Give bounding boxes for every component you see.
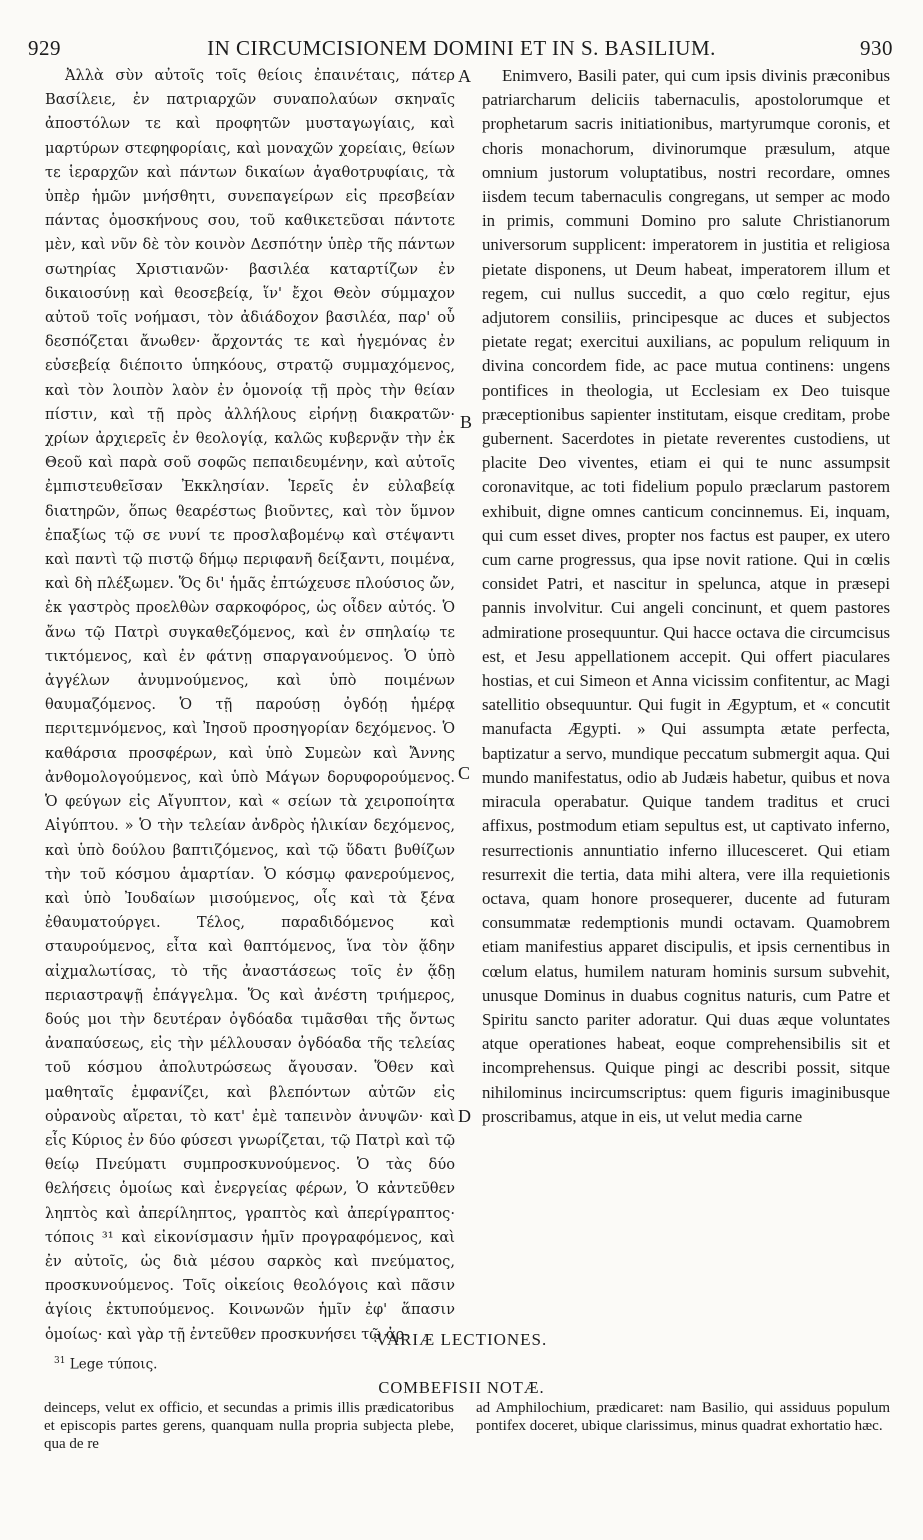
section-marker-d: D [458,1106,471,1126]
page-number-right: 930 [860,36,893,60]
section-marker-c: C [458,763,471,783]
latin-column [482,64,890,1326]
running-title: IN CIRCUMCISIONEM DOMINI ET IN S. BASILIUM. [207,36,716,60]
section-marker-a: A [458,66,471,86]
latin-text: Enimvero, Basili pater, qui cum ipsis divinis præconibus patriarcharum deliciis tabernaculis, apostolorumque et prophetarum sacris initiationibus, martyrumque coronis, et choris monachorum, divinorumque præsulum, atque omnium justorum voluptatibus, nostri recordare, omnes iisdem tecum tabernaculis congregans, ut semper ac modo in primis, communi Domino pro salute Christianorum universorum supplicent: imperatorem in justitia et religiosa pietate disponens, ut Deum habeat, imperatorem illum et regem, cui nullus succedit, a quo cœlo regitur, ejus adjutorem consiliis, principesque ac duces et subjectos pietate regat; exercitui auxilians, ac populum reliquum in divina concordem fide, ac pace mutua continens: ungens pontifices in theologia, ut Ecclesiam ex Deo tuisque præceptionibus sapienter institutam, eisque creditam, probe gubernent. Sacerdotes in pietate reverentes custodiens, ut placite Deo viventes, etiam ei qui te nunc assumpsit coronavitque, ac toti fidelium populo præclarum pastorem exhibuit, digne omnes canticum concinnemus. Ei, inquam, qui cum esset dives, propter nos factus est pauper, ex utero cum carne progressus, qua ipse novit ratione. Qui in cœlis considet Patri, et nascitur in spelunca, atque in præsepi pannis involvitur. Cui angeli concinunt, et quem pastores admiratione prosequuntur. Qui hacce octava die circumcisus est, et Jesu appellationem accepit. Qui offert piaculares hostias, et cui Simeon et Anna vicissim confitentur, ac Magi satellitio obsequuntur. Qui fugit in Ægyptum, et « concutit manufacta Ægypti. » Qui assumpta ætate perfecta, baptizatur a servo, mundique peccatum submergit aqua. Qui mundo manifestatus, odio ab Judæis habetur, quibus et nova miracula operabatur. Quique tandem traditus et cruci affixus, postmodum etiam sepultus est, ut captivato inferno, resurrectionis annuntiatio inferno illucesceret. Qui etiam resurrexit die tertia, data mihi altera, vere illa requietionis octava, quam honore prosequerer, ducente ad futuram consummatæ redemptionis mundi octavam. Quamobrem etiam manifestius apparet discipulis, et ipsis cernentibus in cœlum elatus, humilem naturam hominis sursum subvehit, unusque Dominus in duabus cognitus naturis, cum Patre et Spiritu sancto pariter adoratur. Qui duas æque voluntates atque operationes habeat, eoque comprehensibilis sit et incomprehensus. Quique pingi ac describi possit, sitque nihilominus incircumscriptus: quem figuris imaginibusque proscribamus, atque in eis, ut velut media carne [482,66,890,1126]
greek-text: Ἀλλὰ σὺν αὐτοῖς τοῖς θείοις ἐπαινέταις, πάτερ Βασίλειε, ἐν πατριαρχῶν συναπολαύων σκηναῖς ἀποστόλων τε καὶ προφητῶν μυσταγωγίαις, καὶ μαρτύρων στεφηφορίαις, καὶ μοναχῶν χορείαις, θείων τε ἱεραρχῶν καὶ πάντων δικαίων ἀγαθοτρυφίαις, τὰ ὑπὲρ ἡμῶν μνήσθητι, συνεπαγείρων εἰς πρεσβείαν πάντας ὁμοσκήνους σου, τοῦ καθικετεῦσαι πάντοτε μὲν, καὶ νῦν δὲ τὸν κοινὸν Δεσπότην ὑπὲρ τῆς πάντων σωτηρίας Χριστιανῶν· βασιλέα καταρτίζων ἐν δικαιοσύνῃ καὶ θεοσεβείᾳ, ἵν' ἔχοι Θεὸν σύμμαχον αὐτοῦ τοῖς νοήμασι, τὸν ἀδιάδοχον βασιλέα, παρ' οὗ δεσπόζεται ἄνωθεν· ἄρχοντάς τε καὶ ἡγεμόνας ἐν εὐσεβείᾳ διέποιτο ὑπηκόους, στρατῷ συμμαχόμενος, καὶ τὸν λοιπὸν λαὸν ἐν ὁμονοίᾳ τῇ πρὸς τὴν θείαν πίστιν, καὶ τῇ πρὸς ἀλλήλους εἰρήνῃ διακρατῶν· χρίων ἀρχιερεῖς ἐν θεολογίᾳ, καλῶς κυβερνᾷν τὴν ἐκ Θεοῦ καὶ παρὰ σοῦ σοφῶς πεπαιδευμένην, καὶ αὐτοῖς ἐμπιστευθεῖσαν Ἐκκλησίαν. Ἱερεῖς ἐν εὐλαβείᾳ διατηρῶν, ὅπως θεαρέστως βιοῦντες, καὶ τὸν ὕμνον ἐπαξίως τῷ σε νυνί τε προσλαβομένῳ καὶ στέψαντι καὶ παντὶ τῷ πιστῷ δήμῳ περιφανῆ δείξαντι, ποιμένα, καὶ δὴ πλέξωμεν. Ὅς δι' ἡμᾶς ἐπτώχευσε πλούσιος ὤν, ἐκ γαστρὸς προελθὼν σαρκοφόρος, ὡς οἶδεν αὐτός. Ὁ ἄνω τῷ Πατρὶ συγκαθεζόμενος, καὶ ἐν σπηλαίῳ τε τικτόμενος, καὶ ἐν φάτνῃ σπαργανούμενος. Ὁ ὑπὸ ἀγγέλων ἀνυμνούμενος, καὶ ὑπὸ ποιμένων θαυμαζόμενος. Ὁ τῇ παρούσῃ ὀγδόῃ ἡμέρᾳ περιτεμνόμενος, καὶ Ἰησοῦ προσηγορίαν δεχόμενος. Ὁ καθάρσια προσφέρων, καὶ ὑπὸ Συμεὼν καὶ Ἄννης ἀνθομολογούμενος, καὶ ὑπὸ Μάγων δορυφορούμενος. Ὁ φεύγων εἰς Αἴγυπτον, καὶ « σείων τὰ χειροποίητα Αἰγύπτου. » Ὁ τὴν τελείαν ἀνδρὸς ἡλικίαν δεχόμενος, καὶ ὑπὸ δούλου βαπτιζόμενος, καὶ τῷ ὕδατι βυθίζων τὴν τοῦ κόσμου ἁμαρτίαν. Ὁ κόσμῳ φανερούμενος, καὶ ὑπὸ Ἰουδαίων μισούμενος, οἷς καὶ τὰ ξένα ἐθαυματούργει. Τέλος, παραδιδόμενος καὶ σταυρούμενος, εἶτα καὶ θαπτόμενος, ἵνα τὸν ᾅδην αἰχμαλωτίσας, τὸ τῆς ἀναστάσεως τοῖς ἐν ᾅδῃ περιαστραψῇ ἐπάγγελμα. Ὅς καὶ ἀνέστη τριήμερος, δούς μοι τὴν δευτέραν ὀγδόαδα τιμᾶσθαι τῆς ὄντως ἀναπαύσεως, εἰς τὴν μέλλουσαν ὀγδόαδα τῆς τελείας τοῦ κόσμου ἀπολυτρώσεως ἄγουσαν. Ὅθεν καὶ μαθηταῖς ἐμφανίζει, καὶ βλεπόντων αὐτῶν εἰς οὐρανοὺς αἴρεται, τὸ κατ' ἐμὲ ταπεινὸν ἀνυψῶν· καὶ εἷς Κύριος ἐν δύο φύσεσι γνωρίζεται, τῷ Πατρὶ καὶ τῷ θείῳ Πνεύματι συμπροσκυνούμενος. Ὁ τὰς δύο θελήσεις ὁμοίως καὶ ἐνεργείας φέρων, Ὁ κἀντεῦθεν ληπτὸς καὶ ἀπερίληπτος, γραπτὸς καὶ ἀπερίγραπτος· τόποις ³¹ καὶ εἰκονίσμασιν ἡμῖν προγραφόμενος, καὶ ἐν αὐτοῖς, ὡς διὰ μέσου σαρκὸς καὶ πνεύματος, προσκυνούμενος. Τοῖς οἰκείοις θεολόγοις καὶ πᾶσιν ἁγίοις ἐκτυπούμενος. Κοινωνῶν ἡμῖν ἐφ' ἅπασιν ὁμοίως· καὶ γὰρ τῇ ἐντεῦθεν προσκυνήσει τῷ ἀρ- [45,67,455,1343]
greek-column [45,64,455,1343]
variant-note-number: 31 [54,1356,66,1366]
section-marker-b: B [460,412,473,432]
page-number-left: 929 [28,36,61,60]
running-header [0,36,923,62]
variant-note [54,1356,157,1373]
variae-lectiones-title: VARIÆ LECTIONES. [375,1330,548,1349]
variant-note-text: Lege τύποις. [69,1356,158,1373]
notes-right-column: ad Amphilochium, prædicaret: nam Basilio, qui assiduus populum pontifex doceret, ubique clarissimus, minus quadrat exhortatio hæc. [476,1400,890,1435]
notes-left-column: deinceps, velut ex officio, et secundas a primis illis prædicatoribus et episcopis partes gerens, quanquam nulla propria subjecta plebe, qua de re [44,1400,454,1453]
combefisii-notae-title: COMBEFISII NOTÆ. [378,1378,545,1397]
